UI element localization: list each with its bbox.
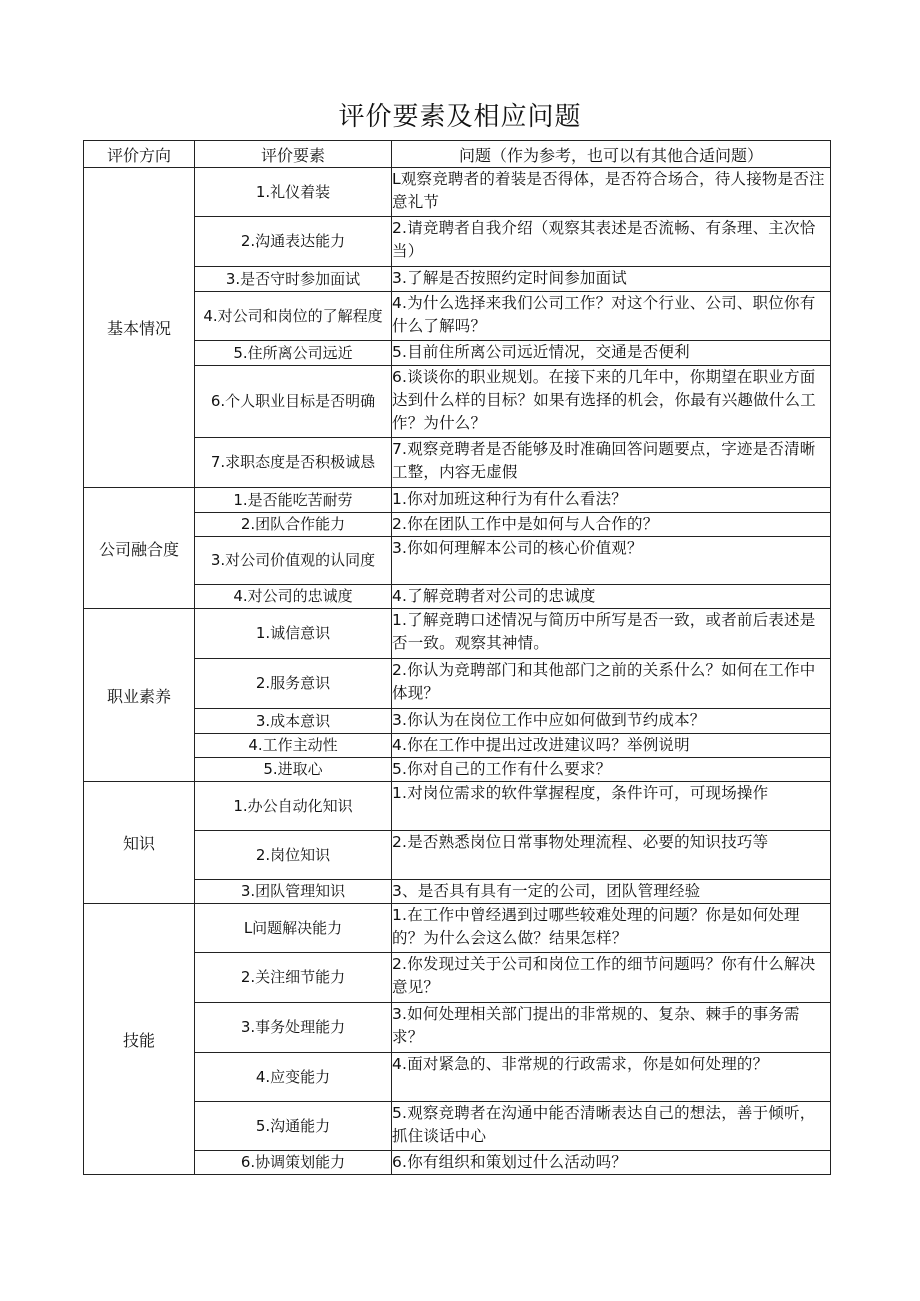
table-row [84, 488, 831, 513]
table-row [84, 659, 831, 709]
evaluation-table [83, 140, 831, 1175]
element-cell: 4.对公司的忠诚度 [195, 585, 392, 609]
table-row [84, 1102, 831, 1151]
question-cell: 3.了解是否按照约定时间参加面试 [392, 267, 831, 292]
question-cell: 4.为什么选择来我们公司工作？对这个行业、公司、职位你有什么了解吗？ [392, 292, 831, 341]
table-row [84, 609, 831, 659]
question-cell: 4.了解竞聘者对公司的忠诚度 [392, 585, 831, 609]
table-row [84, 1053, 831, 1102]
question-cell: 4.你在工作中提出过改进建议吗？举例说明 [392, 734, 831, 758]
table-row [84, 292, 831, 341]
table-row [84, 341, 831, 366]
element-cell: 1.诚信意识 [195, 609, 392, 659]
question-cell: 2.请竞聘者自我介绍（观察其表述是否流畅、有条理、主次恰当） [392, 217, 831, 267]
question-cell: 5.目前住所离公司远近情况，交通是否便利 [392, 341, 831, 366]
element-cell: 1.礼仪着装 [195, 168, 392, 217]
element-cell: L问题解决能力 [195, 904, 392, 953]
element-cell: 6.个人职业目标是否明确 [195, 366, 392, 438]
direction-cell: 基本情况 [84, 168, 195, 488]
element-cell: 2.服务意识 [195, 659, 392, 709]
table-row [84, 782, 831, 831]
direction-cell: 知识 [84, 782, 195, 904]
element-cell: 1.办公自动化知识 [195, 782, 392, 831]
direction-cell: 公司融合度 [84, 488, 195, 609]
question-cell: 2.你认为竞聘部门和其他部门之前的关系什么？如何在工作中体现？ [392, 659, 831, 709]
element-cell: 3.事务处理能力 [195, 1003, 392, 1053]
question-cell: 1.你对加班这种行为有什么看法？ [392, 488, 831, 513]
element-cell: 3.对公司价值观的认同度 [195, 537, 392, 585]
table-row [84, 267, 831, 292]
element-cell: 2.关注细节能力 [195, 953, 392, 1003]
question-cell: L观察竞聘者的着装是否得体，是否符合场合，待人接物是否注意礼节 [392, 168, 831, 217]
table-row [84, 168, 831, 217]
direction-cell: 技能 [84, 904, 195, 1175]
element-cell: 1.是否能吃苦耐劳 [195, 488, 392, 513]
table-row [84, 831, 831, 880]
element-cell: 5.住所离公司远近 [195, 341, 392, 366]
table-row [84, 709, 831, 734]
question-cell: 3.如何处理相关部门提出的非常规的、复杂、棘手的事务需求？ [392, 1003, 831, 1053]
element-cell: 2.团队合作能力 [195, 513, 392, 537]
table-row [84, 880, 831, 904]
element-cell: 4.对公司和岗位的了解程度 [195, 292, 392, 341]
table-row [84, 366, 831, 438]
element-cell: 5.沟通能力 [195, 1102, 392, 1151]
question-cell: 5.观察竞聘者在沟通中能否清晰表达自己的想法，善于倾听，抓住谈话中心 [392, 1102, 831, 1151]
element-cell: 3.成本意识 [195, 709, 392, 734]
question-cell: 6.谈谈你的职业规划。在接下来的几年中，你期望在职业方面达到什么样的目标？如果有选择的机会，你最有兴趣做什么工作？为什么？ [392, 366, 831, 438]
element-cell: 5.进取心 [195, 758, 392, 782]
table-row [84, 758, 831, 782]
question-cell: 2.你发现过关于公司和岗位工作的细节问题吗？你有什么解决意见？ [392, 953, 831, 1003]
question-cell: 3.你认为在岗位工作中应如何做到节约成本？ [392, 709, 831, 734]
table-row [84, 217, 831, 267]
question-cell: 7.观察竞聘者是否能够及时准确回答问题要点，字迹是否清晰工整，内容无虚假 [392, 438, 831, 488]
question-cell: 1.对岗位需求的软件掌握程度，条件许可，可现场操作 [392, 782, 831, 831]
element-cell: 4.工作主动性 [195, 734, 392, 758]
table-row [84, 537, 831, 585]
question-cell: 2.是否熟悉岗位日常事物处理流程、必要的知识技巧等 [392, 831, 831, 880]
element-cell: 2.岗位知识 [195, 831, 392, 880]
table-row [84, 734, 831, 758]
table-row [84, 1151, 831, 1175]
question-cell: 1.了解竞聘口述情况与简历中所写是否一致，或者前后表述是否一致。观察其神情。 [392, 609, 831, 659]
element-cell: 7.求职态度是否积极诚恳 [195, 438, 392, 488]
table-row [84, 1003, 831, 1053]
element-cell: 3.是否守时参加面试 [195, 267, 392, 292]
element-cell: 6.协调策划能力 [195, 1151, 392, 1175]
table-row [84, 438, 831, 488]
question-cell: 5.你对自己的工作有什么要求？ [392, 758, 831, 782]
question-cell: 4.面对紧急的、非常规的行政需求，你是如何处理的？ [392, 1053, 831, 1102]
header-direction: 评价方向 [84, 141, 195, 168]
element-cell: 3.团队管理知识 [195, 880, 392, 904]
question-cell: 2.你在团队工作中是如何与人合作的？ [392, 513, 831, 537]
element-cell: 4.应变能力 [195, 1053, 392, 1102]
question-cell: 6.你有组织和策划过什么活动吗？ [392, 1151, 831, 1175]
table-row [84, 953, 831, 1003]
question-cell: 3.你如何理解本公司的核心价值观？ [392, 537, 831, 585]
header-element: 评价要素 [195, 141, 392, 168]
question-cell: 3、是否具有具有一定的公司，团队管理经验 [392, 880, 831, 904]
question-cell: 1.在工作中曾经遇到过哪些较难处理的问题？你是如何处理的？为什么会这么做？结果怎样？ [392, 904, 831, 953]
page-title: 评价要素及相应问题 [338, 102, 582, 132]
header-question: 问题（作为参考，也可以有其他合适问题） [392, 141, 831, 168]
element-cell: 2.沟通表达能力 [195, 217, 392, 267]
table-row [84, 585, 831, 609]
table-row [84, 513, 831, 537]
table-header-row [84, 141, 831, 168]
table-row [84, 904, 831, 953]
direction-cell: 职业素养 [84, 609, 195, 782]
